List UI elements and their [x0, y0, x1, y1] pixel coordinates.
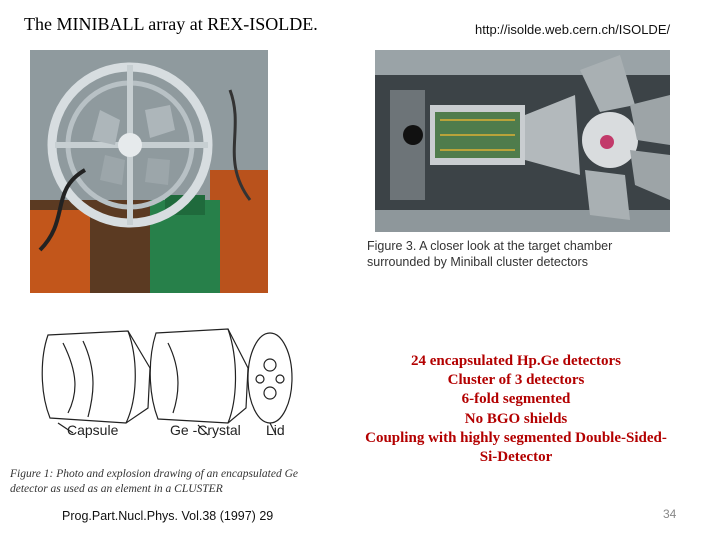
ge-crystal-label: Ge -Crystal [170, 422, 241, 438]
figure3-caption-line: Figure 3. A closer look at the target chamber [367, 239, 613, 253]
feature-line: 6-fold segmented [461, 391, 571, 408]
feature-line: Si-Detector [479, 449, 553, 466]
figure3-caption [367, 238, 687, 270]
feature-line: 24 encapsulated Hp.Ge detectors [411, 353, 621, 369]
figure1-caption-line: Figure 1: Photo and explosion drawing of an encapsulated Ge [10, 468, 298, 480]
figure1-caption [10, 467, 328, 497]
detector-features [330, 352, 702, 467]
source-url[interactable]: http://isolde.web.cern.ch/ISOLDE/ [475, 22, 671, 37]
miniball-array-photo [30, 50, 268, 293]
lid-label: Lid [266, 422, 285, 438]
figure3-caption-line: surrounded by Miniball cluster detectors [367, 255, 588, 269]
reference-citation: Prog.Part.Nucl.Phys. Vol.38 (1997) 29 [62, 509, 274, 523]
feature-line: No BGO shields [464, 410, 568, 427]
feature-line: Coupling with highly segmented Double-Sided- [365, 429, 667, 446]
slide-title: The MINIBALL array at REX-ISOLDE. [24, 14, 318, 34]
target-chamber-photo [375, 50, 670, 232]
page-number: 34 [663, 507, 677, 521]
capsule-label: Capsule [67, 422, 119, 438]
figure1-caption-line: detector as used as an element in a CLUSTER [10, 483, 223, 495]
feature-line: Cluster of 3 detectors [447, 372, 585, 389]
